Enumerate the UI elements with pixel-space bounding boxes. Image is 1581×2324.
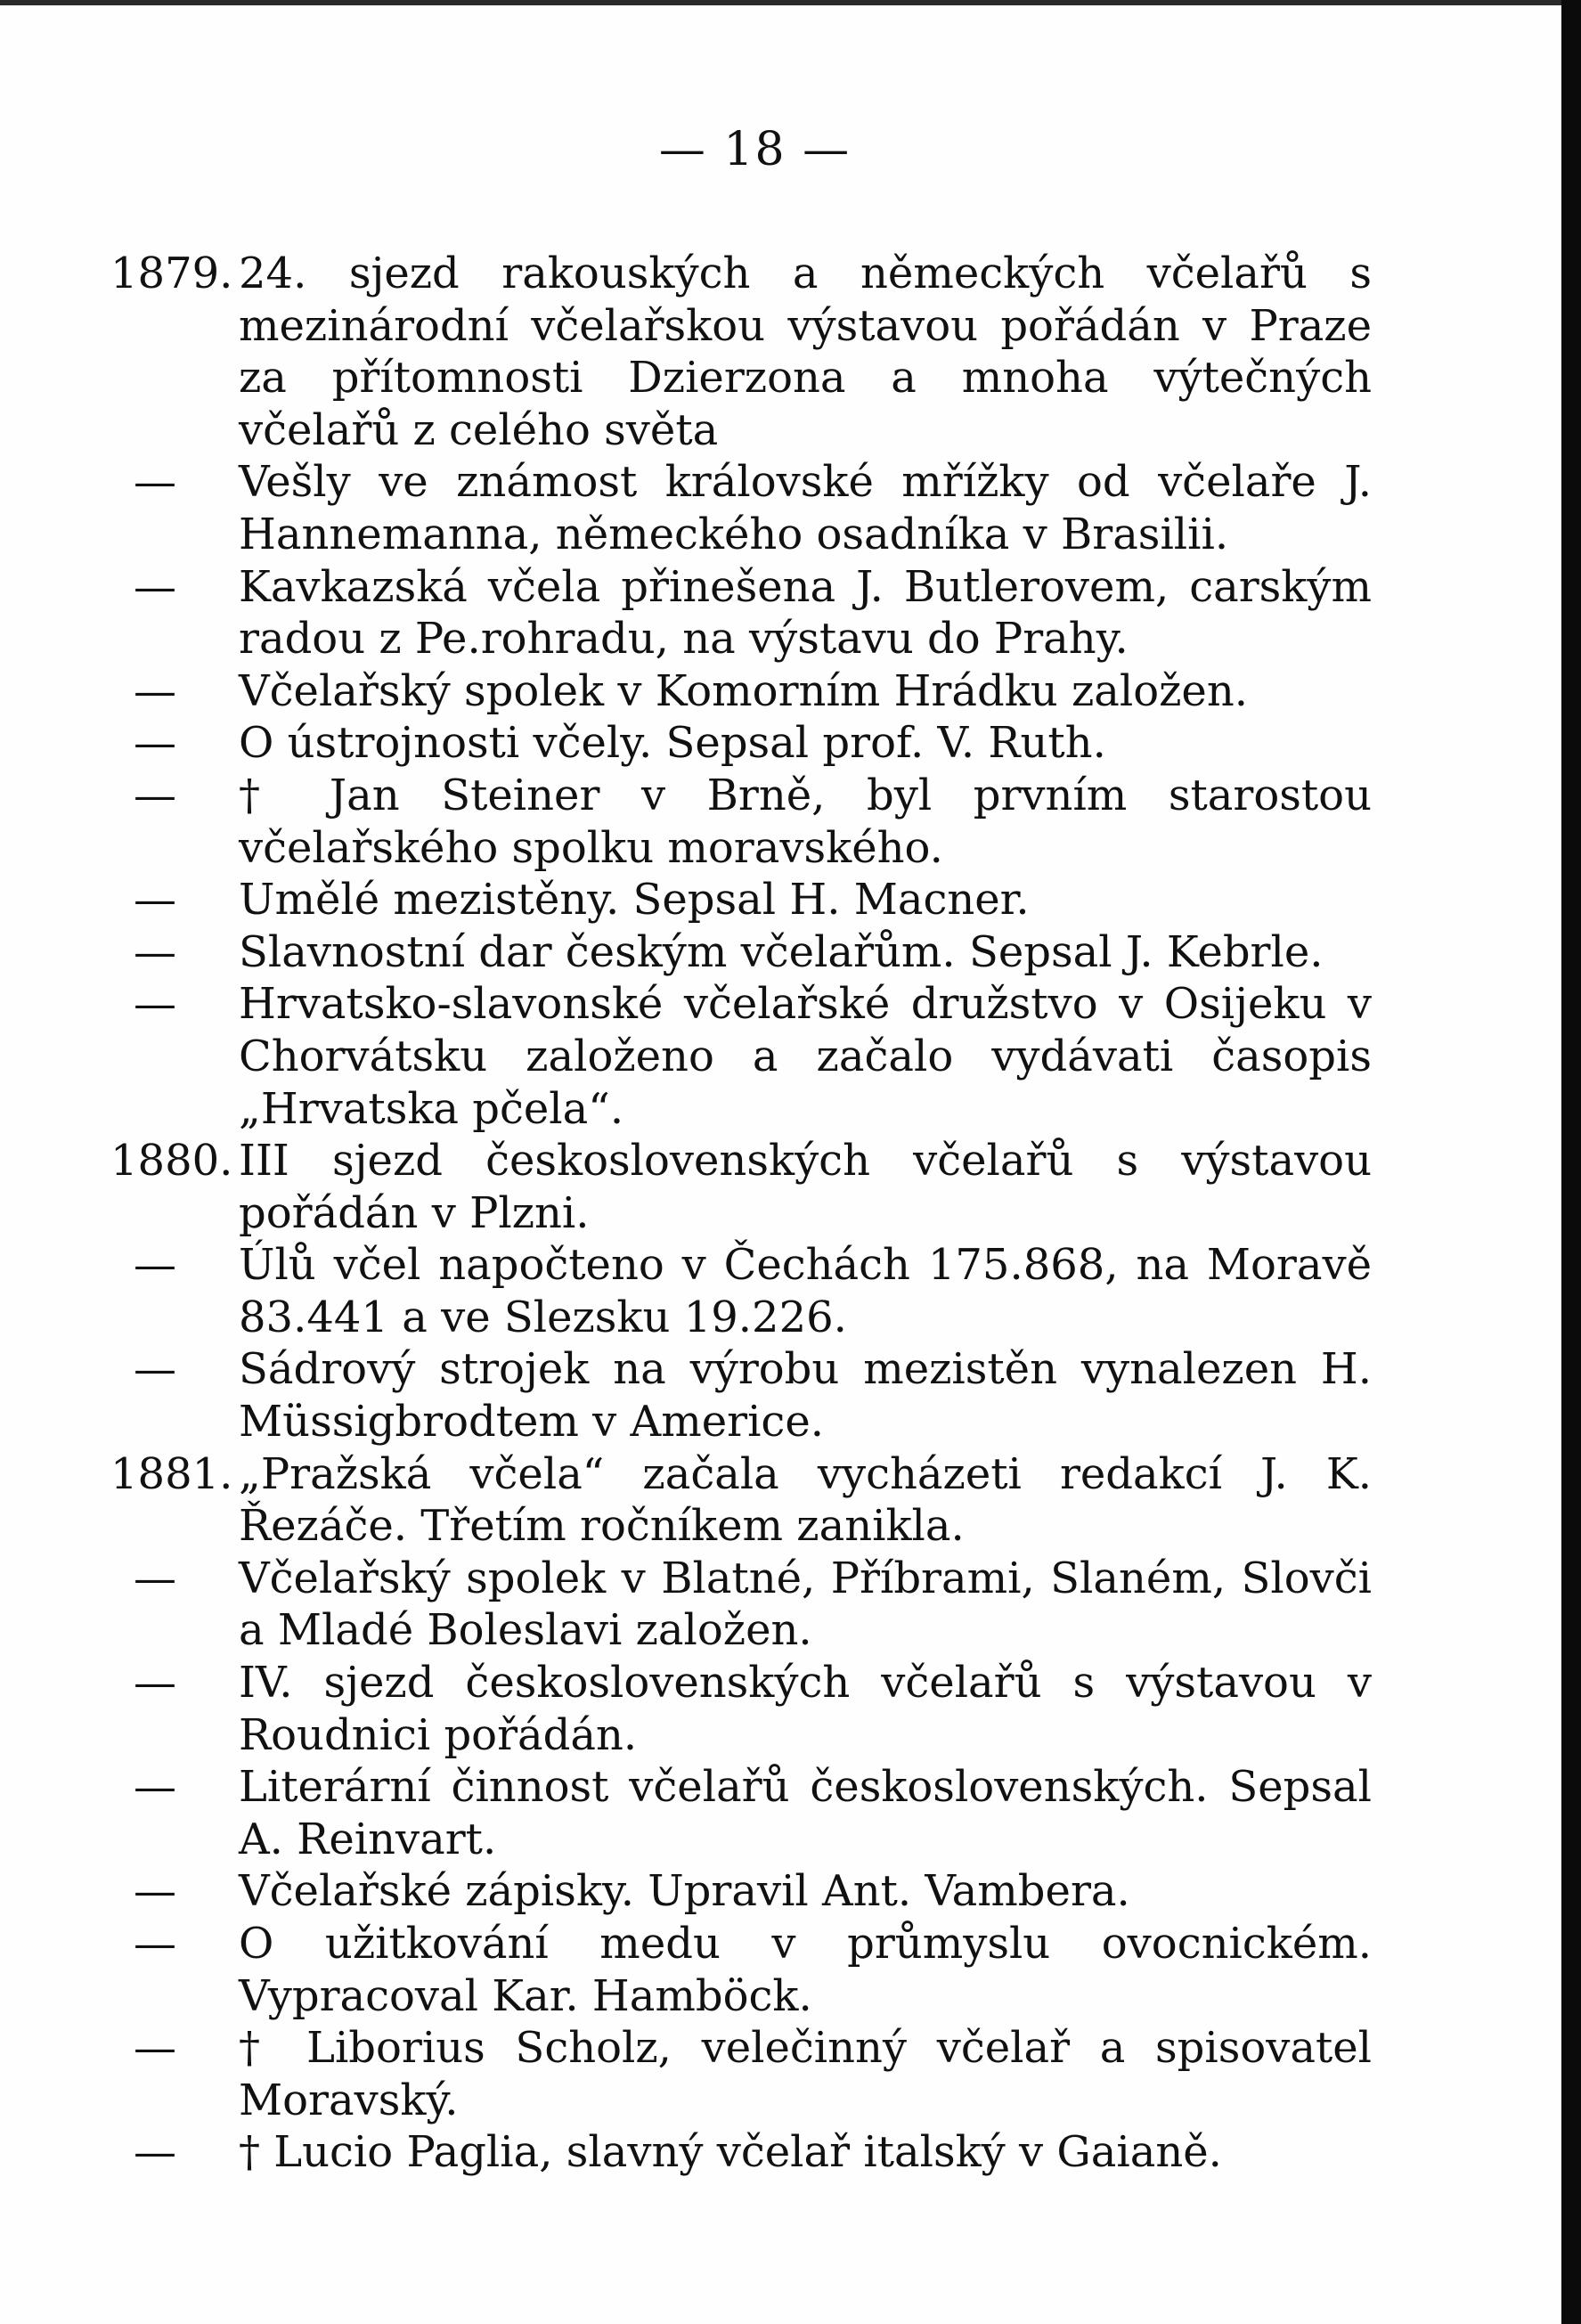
entry-dash: — (134, 1919, 176, 1969)
entry-dash: — (134, 561, 176, 612)
entry-text: Vešly ve známost královské mřížky od včelaře J. Hannemanna, německého osadníka v Brasilii. (239, 457, 1372, 559)
entry-dash: — (134, 1344, 176, 1395)
entry-dash: — (134, 2127, 176, 2178)
entry-dash: — (134, 2023, 176, 2074)
entry-text: „Pražská včela“ začala vycházeti redakcí J. K. Řezáče. Třetím ročníkem zanikla. (239, 1448, 1372, 1552)
entry-dash: — (134, 875, 176, 926)
entry-dash: — (134, 665, 176, 716)
chronology-entry (107, 665, 1372, 718)
entry-dash: — (134, 926, 176, 977)
chronology-entry (107, 1553, 1372, 1657)
entry-text: Včelařské zápisky. Upravil Ant. Vambera. (239, 1866, 1130, 1917)
entry-year: 1880. (110, 1136, 233, 1186)
entry-text: Hrvatsko-slavonské včelařské družstvo v Osijeku v Chorvátsku založeno a začalo vydávati časopis „Hrvatska pčela“. (239, 979, 1372, 1134)
chronology-entry (107, 1865, 1372, 1918)
entry-text: Úlů včel napočteno v Čechách 175.868, na Moravě 83.441 a ve Slezsku 19.226. (239, 1240, 1372, 1342)
chronology-entry (107, 456, 1372, 560)
chronology-entry (107, 561, 1372, 665)
entry-text: † Lucio Paglia, slavný včelař italský v Gaianě. (239, 2127, 1222, 2178)
entry-text: Sádrový strojek na výrobu mezistěn vynalezen H. Müssigbrodtem v Americe. (239, 1344, 1372, 1447)
entry-text: Včelařský spolek v Blatné, Příbrami, Slaném, Slovči a Mladé Boleslavi založen. (239, 1553, 1372, 1656)
chronology-entry (107, 1343, 1372, 1447)
chronology-entry (107, 770, 1372, 874)
entry-text: † Liborius Scholz, velečinný včelař a spisovatel Moravský. (239, 2023, 1372, 2125)
chronology-entry (107, 874, 1372, 926)
entry-text: O ústrojnosti včely. Sepsal prof. V. Ruth. (239, 718, 1106, 769)
entry-text: 24. sjezd rakouských a německých včelařů s mezinárodní včelařskou výstavou pořádán v Praze za přítomnosti Dzierzona a mnoha výtečných včelařů z celého světa (239, 249, 1372, 455)
chronology-entry (107, 2126, 1372, 2179)
entry-text: Slavnostní dar českým včelařům. Sepsal J. Kebrle. (239, 926, 1324, 977)
entry-dash: — (134, 979, 176, 1030)
entry-dash: — (134, 770, 176, 820)
chronology-entry (107, 1448, 1372, 1553)
chronology-entry (107, 717, 1372, 770)
entry-text: IV. sjezd československých včelařů s výstavou v Roudnici pořádán. (239, 1658, 1372, 1760)
chronology-entry (107, 1135, 1372, 1239)
chronology-entry (107, 248, 1372, 456)
entry-text: Literární činnost včelařů československých. Sepsal A. Reinvart. (239, 1762, 1372, 1864)
entry-dash: — (134, 1866, 176, 1917)
entry-year: 1881. (110, 1448, 233, 1499)
entry-dash: — (134, 457, 176, 508)
entry-dash: — (134, 1658, 176, 1708)
entry-dash: — (134, 718, 176, 769)
chronology-list (107, 248, 1372, 2179)
chronology-entry (107, 1761, 1372, 1865)
page-top-edge (0, 0, 1581, 5)
entry-dash: — (134, 1240, 176, 1291)
chronology-entry (107, 926, 1372, 979)
chronology-entry (107, 2022, 1372, 2126)
entry-dash: — (134, 1762, 176, 1813)
chronology-entry (107, 978, 1372, 1135)
page-right-edge (1561, 0, 1581, 2324)
page-number: — 18 — (658, 123, 852, 176)
entry-dash: — (134, 1553, 176, 1603)
entry-year: 1879. (110, 249, 233, 298)
chronology-entry (107, 1657, 1372, 1761)
entry-text: † Jan Steiner v Brně, byl prvním starostou včelařského spolku moravského. (239, 770, 1372, 873)
entry-text: O užitkování medu v průmyslu ovocnickém. Vypracoval Kar. Hamböck. (239, 1919, 1372, 2021)
entry-text: Kavkazská včela přinešena J. Butlerovem, carským radou z Pe.rohradu, na výstavu do Prahy. (239, 561, 1372, 665)
entry-text: III sjezd československých včelařů s výstavou pořádán v Plzni. (239, 1136, 1372, 1238)
entry-text: Umělé mezistěny. Sepsal H. Macner. (239, 875, 1030, 926)
chronology-entry (107, 1918, 1372, 2022)
entry-text: Včelařský spolek v Komorním Hrádku založen. (239, 665, 1248, 716)
chronology-entry (107, 1239, 1372, 1343)
